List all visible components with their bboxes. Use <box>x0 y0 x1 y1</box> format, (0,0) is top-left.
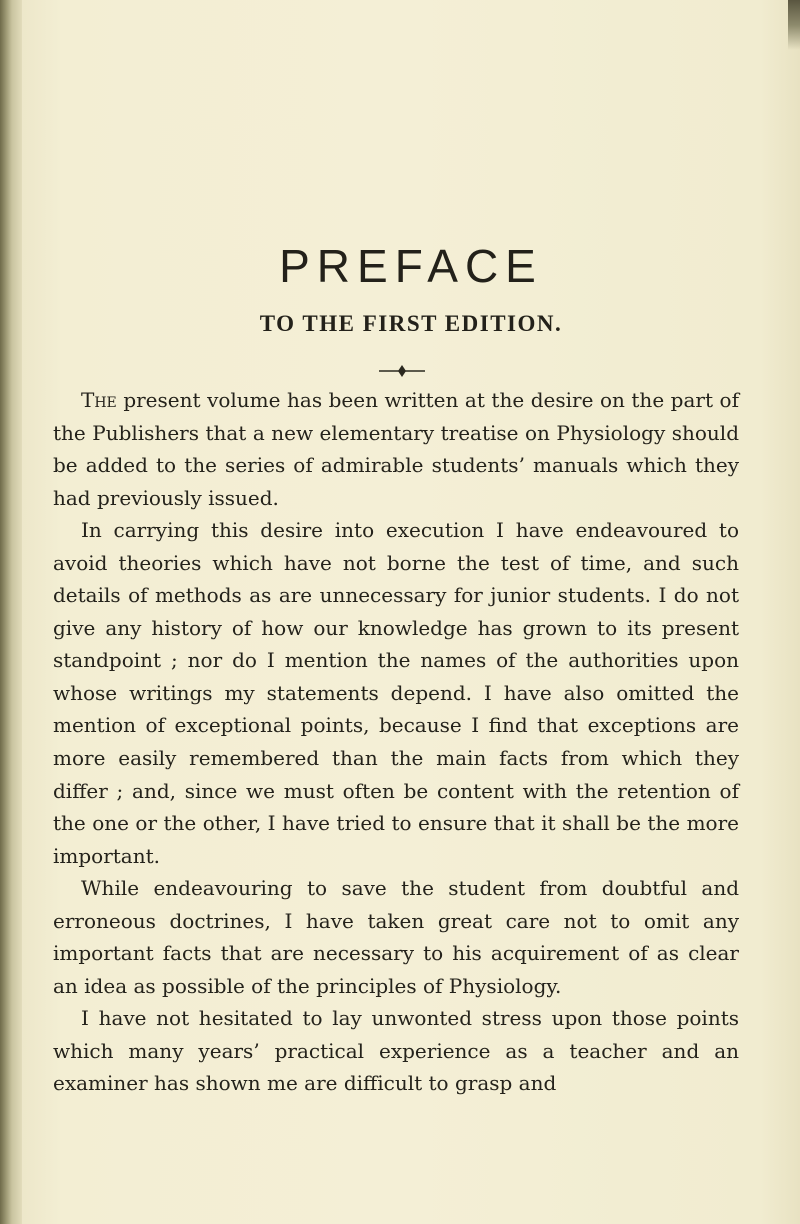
paragraph-2 <box>53 514 739 872</box>
page-title: PREFACE <box>279 240 543 292</box>
paragraph-text: present volume has been written at the desire on the part of the Publishers that a new elementary treatise on Physiology should be added to the series of admirable students’ manuals which they had previously issued. <box>53 388 739 510</box>
paragraph-text: In carrying this desire into execution I have endeavoured to avoid theories which have not borne the test of time, and such details of methods as are unnecessary for junior students. I do not give any history of how our knowledge has grown to its present standpoint ; nor do I mention the names of the authorities upon whose writings my statements depend. I have also omitted the mention of exceptional points, because I find that exceptions are more easily remembered than the main facts from which they differ ; and, since we must often be content with the retention of the one or the other, I have tried to ensure that it shall be the more important. <box>53 518 739 868</box>
paragraph-3 <box>53 872 739 1002</box>
paragraph-lead-word: The <box>81 388 117 412</box>
paragraph-text: I have not hesitated to lay unwonted stress upon those points which many years’ practical experience as a teacher and an examiner has shown me are difficult to grasp and <box>53 1006 739 1096</box>
preface-body <box>53 384 739 1100</box>
paragraph-4 <box>53 1002 739 1100</box>
page-subtitle: TO THE FIRST EDITION. <box>259 311 563 336</box>
page-spine-shadow <box>0 0 22 1224</box>
divider-ornament-icon <box>379 364 425 378</box>
paragraph-1 <box>53 384 739 514</box>
paragraph-text: While endeavouring to save the student from doubtful and erroneous doctrines, I have taken great care not to omit any important facts that are necessary to his acquirement of as clear an idea as possible of the principles of Physiology. <box>53 876 739 998</box>
page-corner-shadow <box>788 0 800 50</box>
